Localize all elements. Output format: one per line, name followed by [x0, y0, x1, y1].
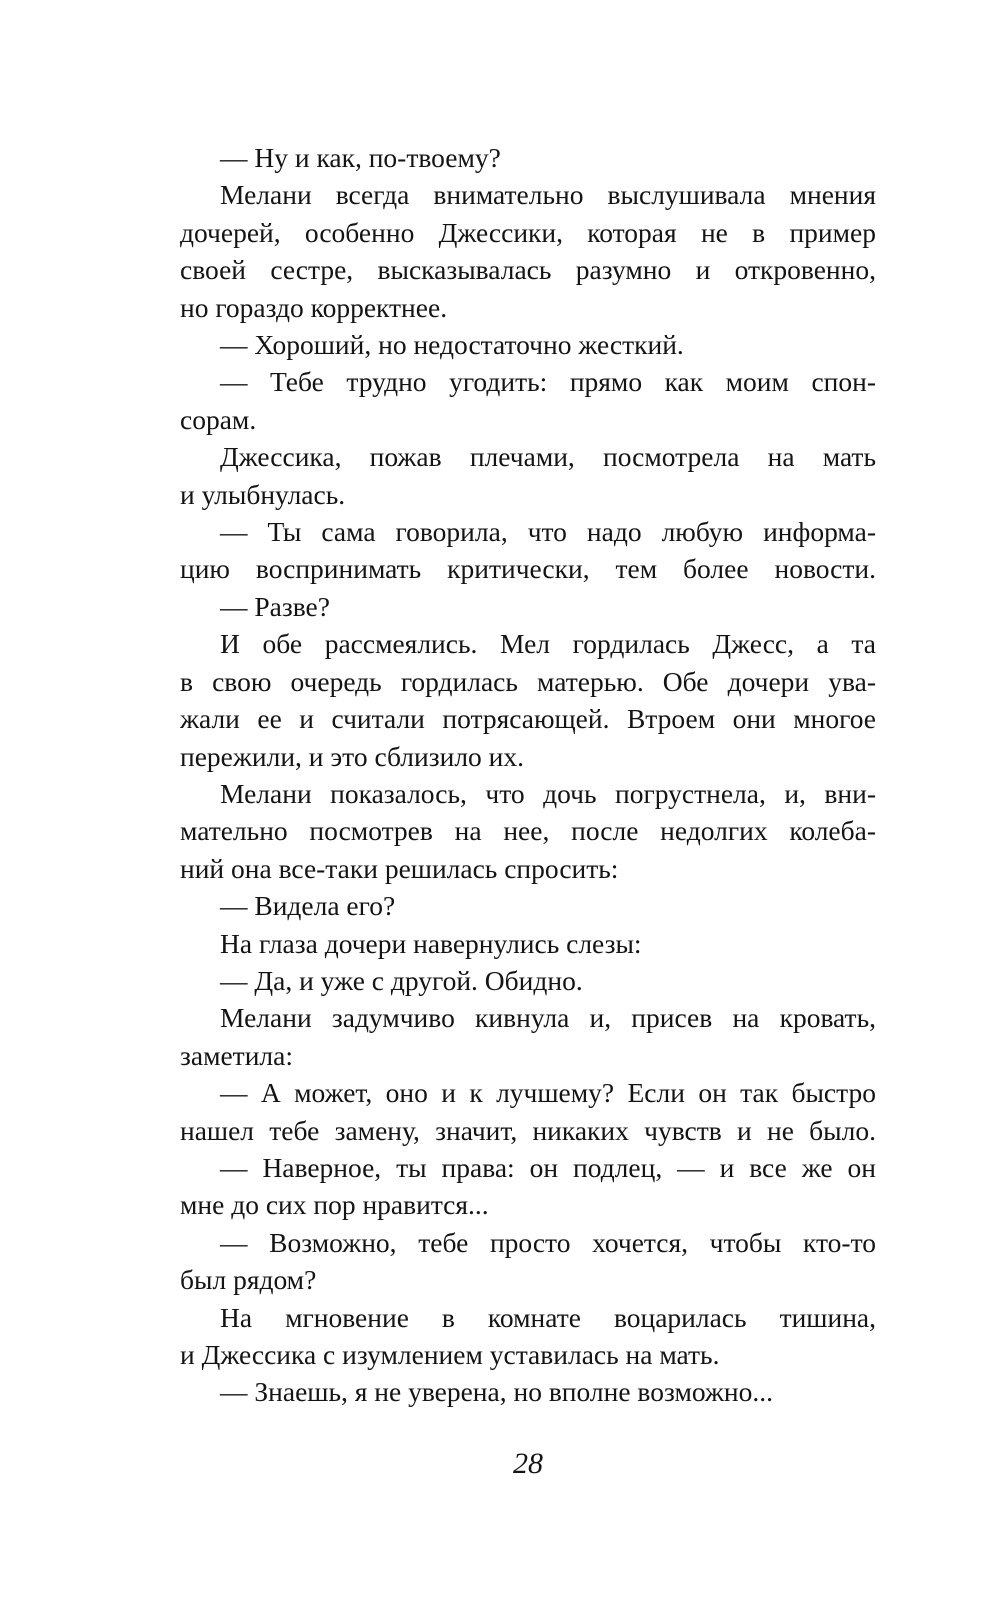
text-line: На глаза дочери навернулись слезы: — [220, 927, 642, 959]
text-line: был рядом? — [180, 1264, 317, 1296]
text-line: в свою очередь гордилась матерью. Обе дочери ува- — [180, 665, 876, 697]
text-line: — Разве? — [220, 590, 330, 622]
text-line: ний она все-таки решилась спросить: — [180, 852, 619, 884]
text-line: — Хороший, но недостаточно жесткий. — [220, 329, 684, 361]
text-line: и Джессика с изумлением уставилась на мать. — [180, 1339, 720, 1370]
text-line: цию воспринимать критически, тем более новости. — [180, 553, 876, 585]
text-line: дочерей, особенно Джессики, которая не в пример — [180, 216, 876, 248]
text-line: заметила: — [180, 1039, 293, 1071]
text-line: — Видела его? — [220, 890, 396, 922]
text-line: — Ну и как, по-твоему? — [220, 142, 501, 173]
text-line: нашел тебе замену, значит, никаких чувств и не было. — [180, 1114, 876, 1146]
text-line: Джессика, пожав плечами, посмотрела на мать — [220, 441, 876, 473]
text-line: — Возможно, тебе просто хочется, чтобы кто-то — [220, 1226, 876, 1258]
text-line: мательно посмотрев на нее, после недолгих колеба- — [180, 815, 876, 847]
text-line: — Да, и уже с другой. Обидно. — [220, 964, 583, 996]
text-line: И обе рассмеялись. Мел гордилась Джесс, а та — [220, 628, 876, 660]
text-line: жали ее и считали потрясающей. Втроем они многое — [180, 703, 876, 735]
text-line: мне до сих пор нравится... — [180, 1189, 489, 1221]
text-line: Мелани показалось, что дочь погрустнела, и, вни- — [220, 777, 876, 809]
text-line: Мелани всегда внимательно выслушивала мнения — [220, 179, 876, 211]
text-line: — Ты сама говорила, что надо любую информа- — [220, 516, 876, 548]
text-line: — Тебе трудно угодить: прямо как моим спон- — [220, 366, 876, 398]
text-line: пережили, и это сблизило их. — [180, 740, 525, 772]
text-line: но гораздо корректнее. — [180, 291, 448, 323]
text-line: своей сестре, высказывалась разумно и откровенно, — [180, 254, 876, 286]
text-line: На мгновение в комнате воцарилась тишина, — [220, 1301, 876, 1333]
page-number: 28 — [513, 1447, 543, 1480]
text-line: — Знаешь, я не уверена, но вполне возможно... — [220, 1376, 774, 1408]
text-line: — Наверное, ты права: он подлец, — и все же он — [220, 1151, 876, 1183]
text-line: сорам. — [180, 403, 257, 435]
text-line: и улыбнулась. — [180, 478, 346, 510]
text-line: — А может, оно и к лучшему? Если он так быстро — [220, 1077, 876, 1109]
body-text-block — [180, 139, 876, 1411]
text-line: Мелани задумчиво кивнула и, присев на кровать, — [220, 1002, 876, 1034]
